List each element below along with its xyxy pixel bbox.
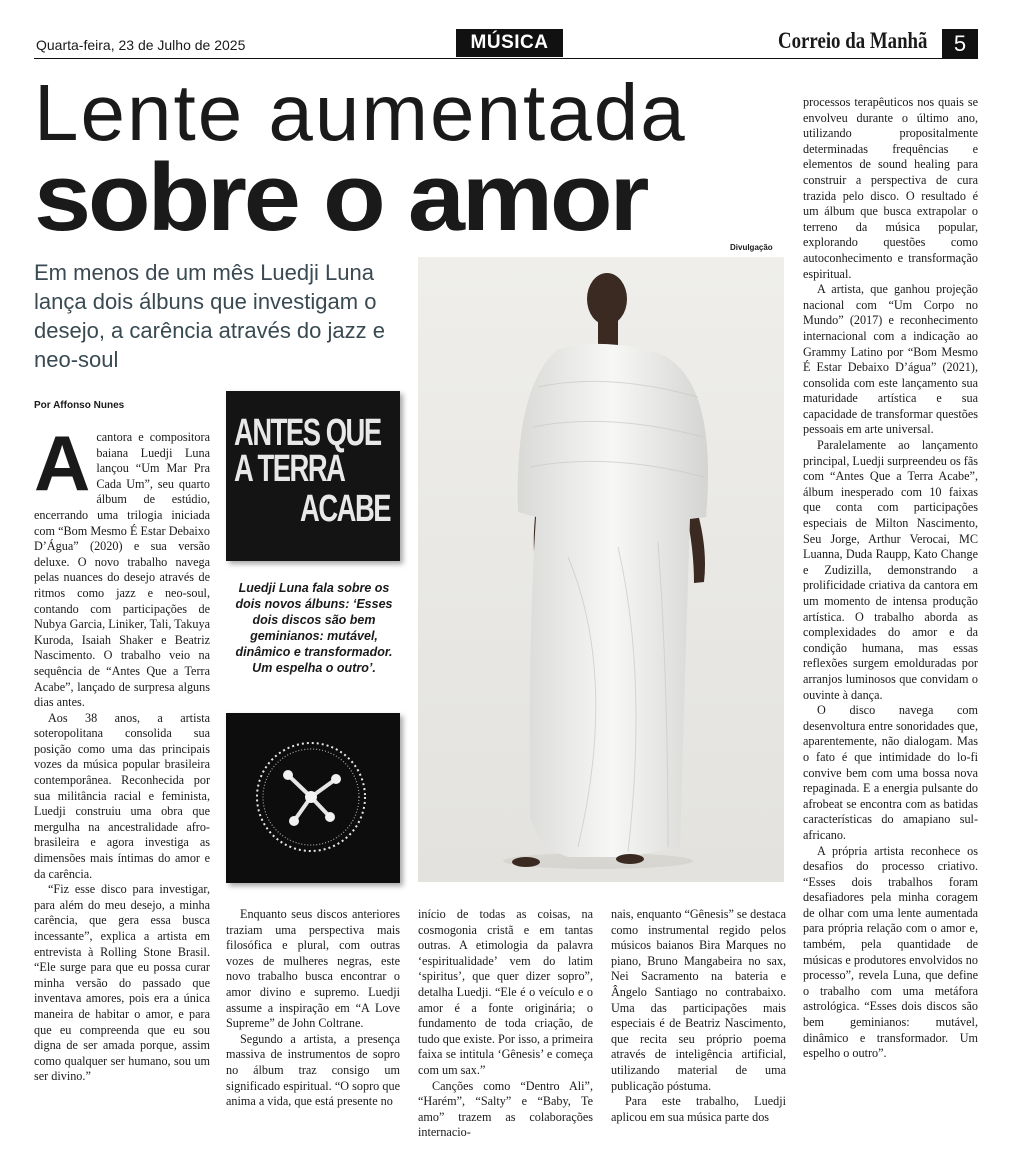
paragraph: Segundo a artista, a presença massiva de instrumentos de sopro no álbum traz consigo um significado espiritual. “O sopro que anima a vida, que está presente no [226, 1031, 400, 1109]
photo-caption: Luedji Luna fala sobre os dois novos álbuns: ‘Esses dois discos são bem geminianos: mutável, dinâmico e transformador. Um espelha o outro’. [235, 581, 393, 675]
article-column-4 [611, 907, 786, 1125]
paragraph: Aos 38 anos, a artista soteropolitana consolida sua posição como uma das principais vozes da música popular brasileira contemporânea. Reconhecida por sua militância racial e feminista, Luedji construiu uma obra que mergulha na ancestralidade afro-brasileira e agora investiga as dimensões mais íntimas do amor e da carência. [34, 710, 210, 881]
paragraph: O disco navega com desenvoltura entre sonoridades que, aparentemente, não dialogam. Mas o fato é que intimidade do lo-fi convive bem com uma bossa nova repaginada. E a energia pulsante do afrobeat se encontra com as batidas características do amapiano sul-africano. [803, 703, 978, 842]
album-title-line: ACABE [300, 488, 391, 530]
article-column-3 [418, 907, 593, 1141]
paragraph: A artista, que ganhou projeção nacional com “Um Corpo no Mundo” (2017) e reconhecimento internacional com a indicação ao Grammy Latino por “Bom Mesmo É Estar Debaixo D’água” (2021), consolida com este lançamento sua maturidade artística e sua capacidade de transformar questões pessoais em arte universal. [803, 282, 978, 437]
headline-line-1: Lente aumentada [34, 68, 687, 157]
photo-credit: Divulgação [730, 243, 773, 252]
paragraph: processos terapêuticos nos quais se envolveu durante o último ano, utilizando propositalmente determinadas frequências e elementos de sound healing para construir a perspectiva de cura trazida pelo disco. O resultado é um álbum que busca extrapolar o terreno da música popular, explorando questões como autoconhecimento e transformação espiritual. [803, 95, 978, 281]
headline-line-2: sobre o amor [34, 144, 647, 251]
jellyfish-illustration-icon [226, 713, 400, 883]
drop-cap: A [34, 419, 91, 507]
paragraph: A própria artista reconhece os desafios do processo criativo. “Esses dois trabalhos foram desafiadores pela minha coragem de olhar com uma lente aumentada para própria relação com o amor e, também, pela quantidade de músicas e produtores envolvidos no processo”, revela Luna, que define o trabalho com uma metáfora astrológica. “Esses dois discos são bem geminianos: mutável, dinâmico e transformador. Um espelho o outro”. [803, 843, 978, 1061]
header-rule [34, 58, 978, 59]
article-column-2 [226, 907, 400, 1110]
newspaper-masthead: Correio da Manhã [778, 28, 928, 53]
paragraph: início de todas as coisas, na cosmogonia cristã e em tantas outras. A etimologia da palavra ‘espiritualidade’ vem do latim ‘spiritus’, que quer dizer sopro”, detalha Luedji. “Ele é o veículo e o amor é a fonte originária; o fundamento de toda criação, de tudo que existe. Por isso, a primeira faixa se intitula ‘Gênesis’ e começa com um sax.” [418, 907, 593, 1077]
artist-figure-illustration [418, 257, 784, 882]
byline: Por Affonso Nunes [34, 400, 125, 411]
paragraph: “Fiz esse disco para investigar, para além do meu desejo, a minha carência, que gera essa busca incessante”, explica a artista em entrevista à Rolling Stone Brasil. “Ele surge para que eu possa curar minha versão do passado que inventava amores, pois era a única maneira de habitar o amor, e para que eu compreenda que eu sou digna de ser amada porque, assim como qualquer ser humano, sou um ser divino.” [34, 882, 210, 1084]
paragraph: Paralelamente ao lançamento principal, Luedji surpreendeu os fãs com “Antes Que a Terra Acabe”, álbum inesperado com 10 faixas que conta com participações especiais de Milton Nascimento, Seu Jorge, Arthur Verocai, MC Luanna, Duda Raupp, Kato Change e Zudizilla, demonstrando a prolificidade criativa da cantora em um momento de intensa produção artística. O trabalho aborda as complexidades do amor e da condição humana, mas essas reflexões surgem emolduradas por arranjos luminosos que convidam o ouvinte à dança. [803, 438, 978, 702]
album-cover-antes-que-a-terra-acabe [226, 391, 400, 561]
artist-photo [418, 257, 784, 882]
article-column-1 [34, 419, 210, 1085]
paragraph: nais, enquanto “Gênesis” se destaca como instrumental regido pelos músicos baianos Bira Marques no piano, Bruno Mangabeira no sax, Nei Sacramento na bateria e Ângelo Santiago no contrabaixo. Uma das participações mais especiais é de Beatriz Nascimento, que recita seu próprio poema através de inteligência artificial, utilizando material de uma publicação póstuma. [611, 907, 786, 1093]
page-number: 5 [942, 29, 978, 58]
paragraph: Canções como “Dentro Ali”, “Harém”, “Salty” e “Baby, Te amo” trazem as colaborações internacio- [418, 1078, 593, 1140]
paragraph: Enquanto seus discos anteriores traziam uma perspectiva mais filosófica e plural, com outras vozes de mulheres negras, este novo trabalho busca encontrar o amor divino e supremo. Luedji assume a inspiração em “A Love Supreme” de John Coltrane. [226, 907, 400, 1031]
paragraph: Para este trabalho, Luedji aplicou em sua música parte dos [611, 1094, 786, 1124]
album-title-line: A TERRA [234, 448, 345, 490]
album-title-line: ANTES QUE [234, 412, 381, 454]
paragraph: cantora e compositora baiana Luedji Luna lançou “Um Mar Pra Cada Um”, seu quarto álbum de estúdio, encerrando uma trilogia iniciada com “Bom Mesmo É Estar Debaixo D’Água” (2020) e sua versão deluxe. O novo trabalho navega pelas nuances do desejo através de ritmos como jazz e neo-soul, contando com participações de Nubya Garcia, Liniker, Tali, Takuya Kuroda, Isaiah Shaker e Beatriz Nascimento. O trabalho veio na sequência de “Antes Que a Terra Acabe”, lançado de surpresa alguns dias antes. [34, 430, 210, 710]
article-subtitle: Em menos de um mês Luedji Luna lança dois álbuns que investigam o desejo, a carência através do jazz e neo-soul [34, 260, 385, 372]
article-column-5 [803, 95, 978, 1062]
album-cover-um-mar-pra-cada-um [226, 713, 400, 883]
issue-date: Quarta-feira, 23 de Julho de 2025 [36, 37, 246, 53]
section-label: MÚSICA [456, 29, 563, 57]
